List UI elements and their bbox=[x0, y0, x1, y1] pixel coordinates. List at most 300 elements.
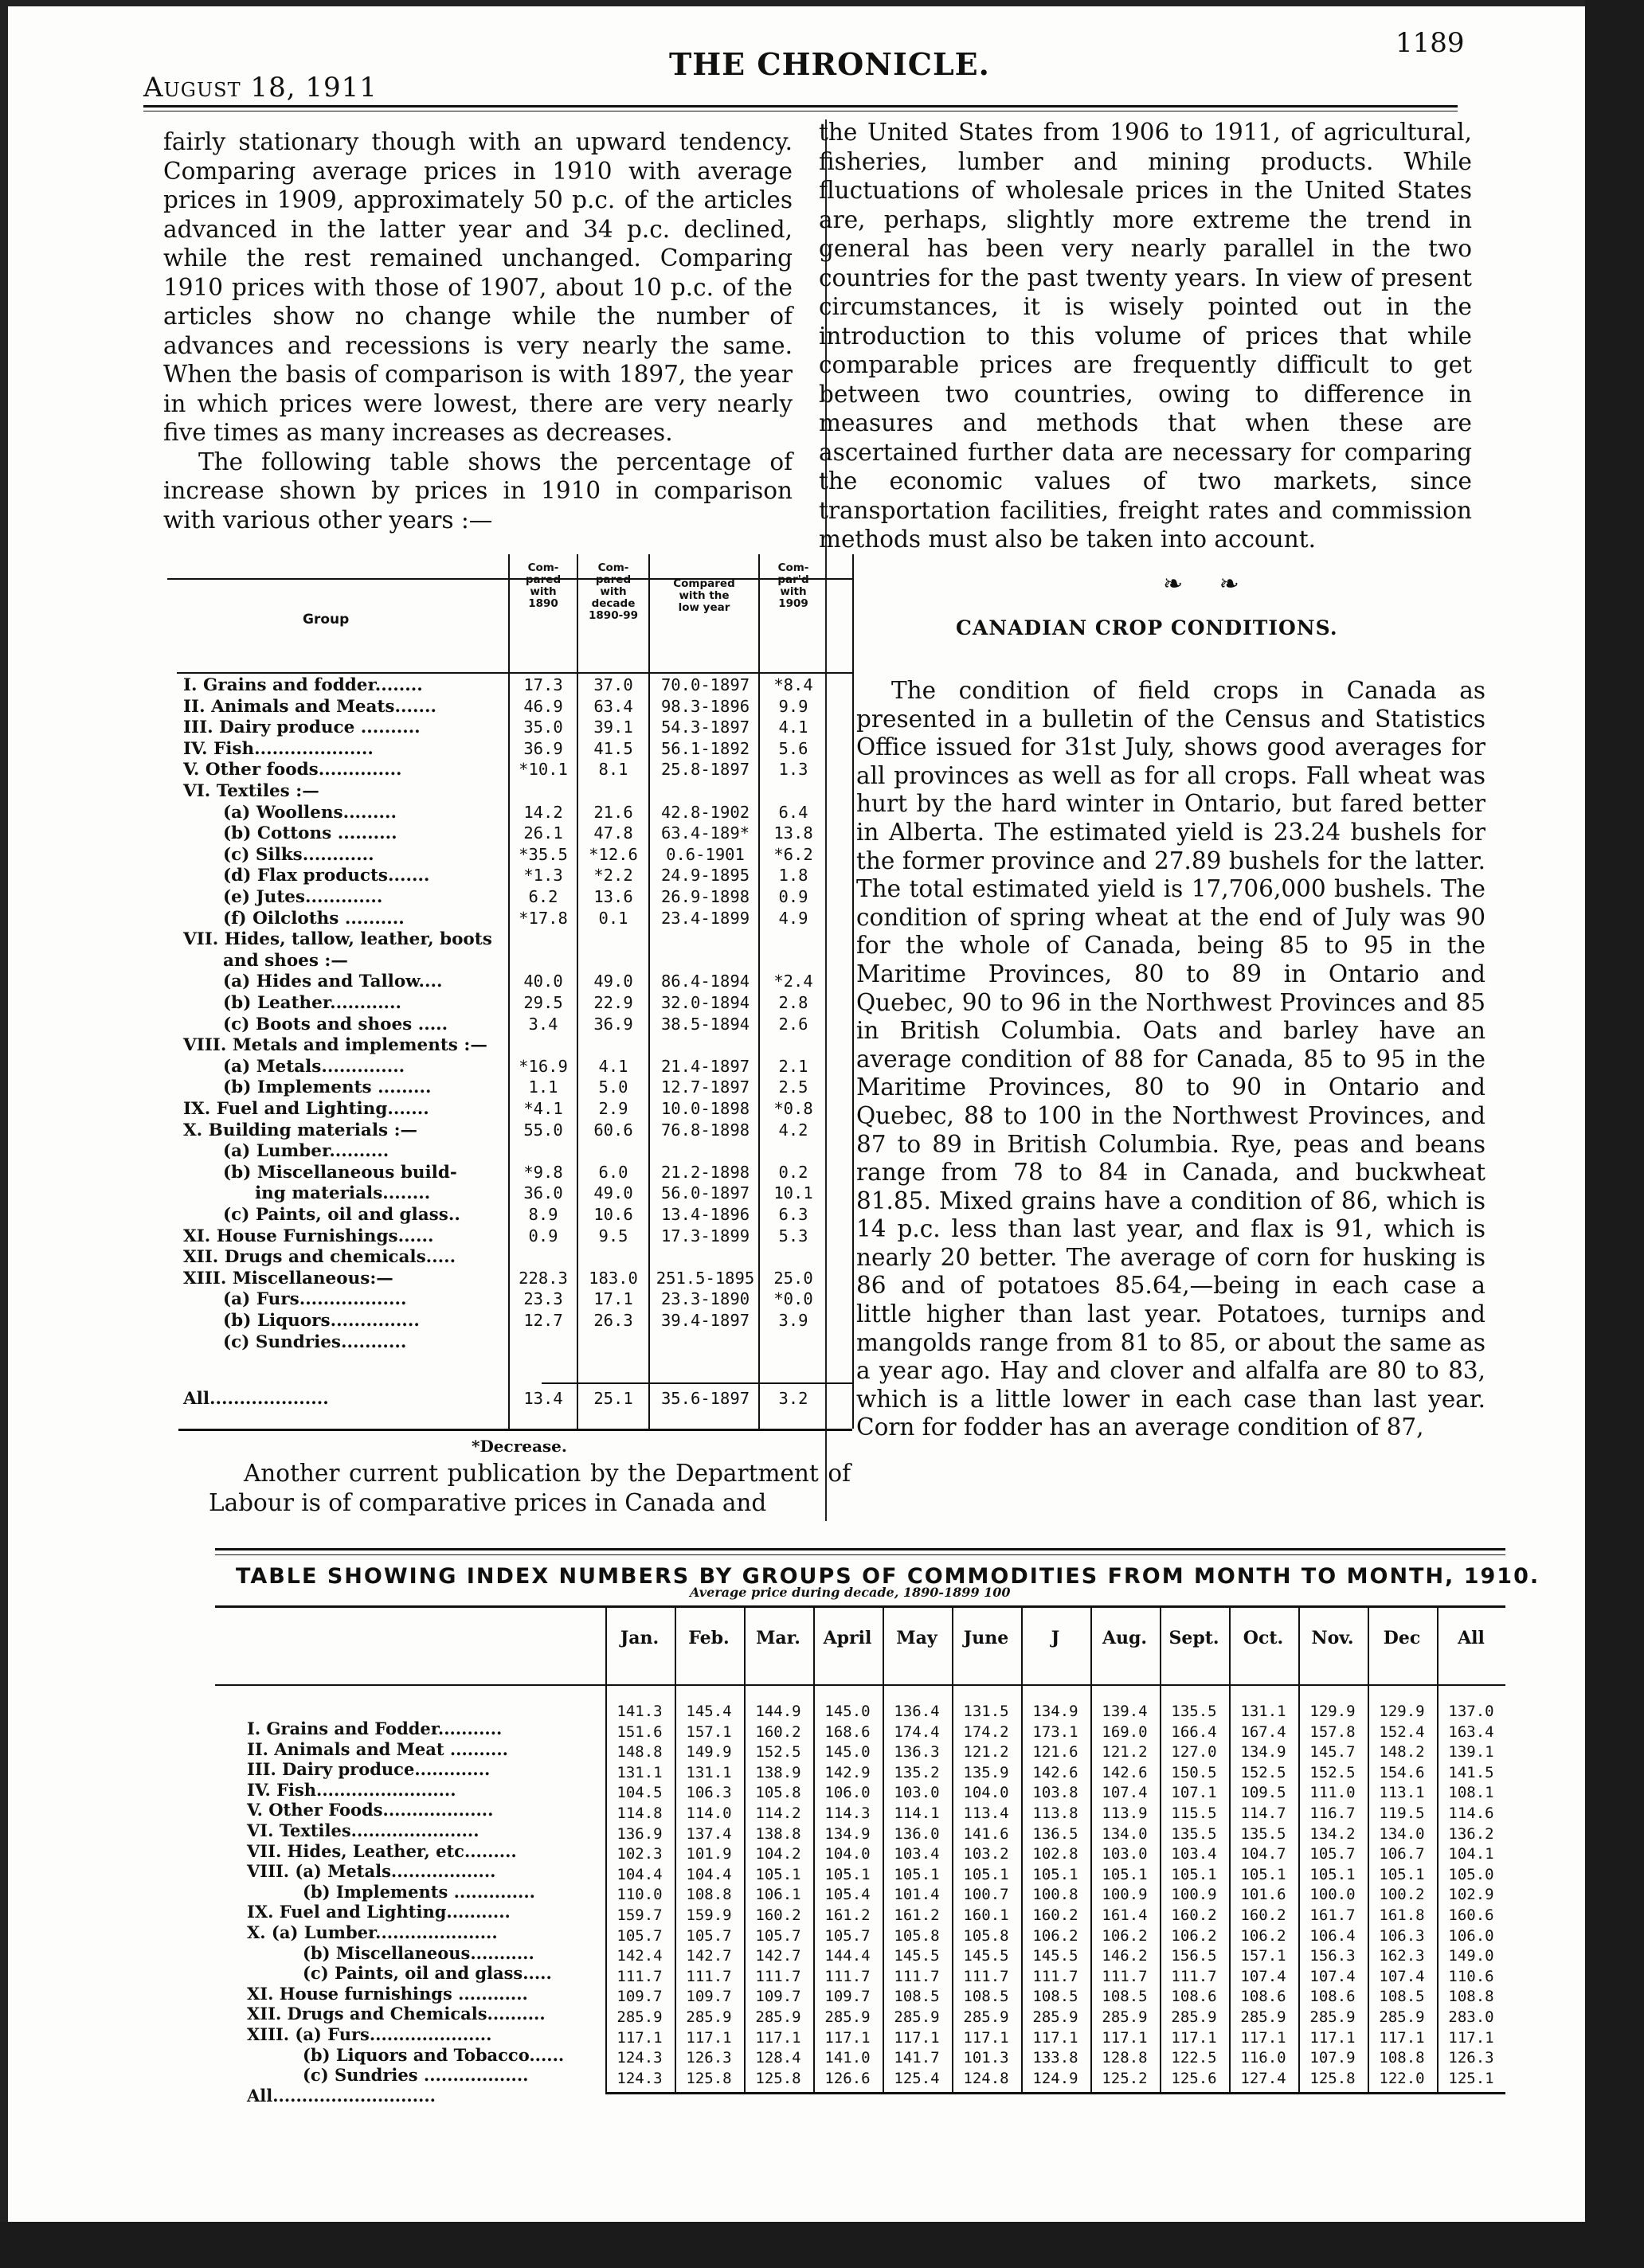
index-cell: 162.3 bbox=[1379, 1947, 1425, 1965]
index-cell: 285.9 bbox=[1240, 2008, 1286, 2026]
crop-conditions-article bbox=[856, 677, 1485, 1442]
cell-c2: 21.6 bbox=[593, 802, 633, 822]
index-cell: 149.9 bbox=[686, 1743, 732, 1762]
table-row bbox=[167, 803, 852, 823]
index-cell: 285.9 bbox=[1102, 2008, 1148, 2026]
paragraph-price-comparison: fairly stationary though with an upward tendency. Comparing average prices in 1910 with average prices in 1909, approximately 50 p.c. of the articles advanced in the latter year and 34 p.c. declined, while the rest remained unchanged. Comparing 1910 prices with those of 1907, about 10 p.c. of the articles show no change while the number of advances and recessions is very nearly the same. When the basis of comparison is with 1897, the year in which prices were lowest, there are very nearly five times as many increases as decreases. bbox=[163, 128, 793, 446]
cell-c4: 4.9 bbox=[778, 908, 808, 928]
index-cell: 113.1 bbox=[1379, 1784, 1425, 1802]
index-cell: 105.1 bbox=[1102, 1865, 1148, 1883]
table-row bbox=[167, 781, 852, 802]
index-cell: 134.0 bbox=[1102, 1824, 1148, 1843]
index-cell: 148.2 bbox=[1379, 1743, 1425, 1762]
cell-c2: 49.0 bbox=[593, 1183, 633, 1203]
cell-c3: 76.8-1898 bbox=[660, 1120, 750, 1140]
table-row bbox=[167, 909, 852, 929]
index-cell: 114.2 bbox=[755, 1805, 801, 1822]
table-title-rule-thin bbox=[215, 1554, 1505, 1555]
index-cell: 105.1 bbox=[1171, 1865, 1217, 1883]
index-cell: 137.0 bbox=[1448, 1703, 1494, 1720]
month-header: May bbox=[896, 1628, 937, 1648]
cell-c3: 42.8-1902 bbox=[660, 802, 750, 822]
cell-c1: *16.9 bbox=[519, 1056, 568, 1076]
scan-border-bottom bbox=[0, 2222, 1644, 2268]
row-label: I. Grains and fodder........ bbox=[183, 675, 423, 695]
cell-c3: 32.0-1894 bbox=[660, 993, 750, 1012]
header-rule bbox=[143, 105, 1458, 108]
month-header: Feb. bbox=[688, 1628, 730, 1648]
index-cell: 107.1 bbox=[1171, 1784, 1217, 1802]
index-cell: 125.8 bbox=[686, 2069, 732, 2087]
index-cell: 150.5 bbox=[1171, 1763, 1217, 1781]
cell-c2: 4.1 bbox=[598, 1056, 628, 1076]
table-values-row bbox=[215, 1866, 1505, 1883]
table-row bbox=[167, 1099, 852, 1120]
index-cell: 102.8 bbox=[1032, 1845, 1078, 1863]
index-cell: 103.8 bbox=[1032, 1784, 1078, 1802]
table-row bbox=[167, 718, 852, 738]
cell-c1: *4.1 bbox=[523, 1099, 563, 1118]
index-cell: 106.2 bbox=[1240, 1926, 1286, 1945]
index-cell: 160.6 bbox=[1448, 1906, 1494, 1924]
table-values-row bbox=[215, 1703, 1505, 1720]
index-cell: 106.3 bbox=[686, 1784, 732, 1802]
index-cell: 105.1 bbox=[1032, 1865, 1078, 1883]
index-cell: 285.9 bbox=[616, 2008, 663, 2026]
index-cell: 135.5 bbox=[1240, 1824, 1286, 1843]
table-rule bbox=[177, 672, 852, 674]
index-cell: 124.3 bbox=[616, 2049, 663, 2067]
cell-c2: 25.1 bbox=[593, 1389, 633, 1408]
index-cell: 101.4 bbox=[894, 1886, 940, 1904]
cell-c4: 4.1 bbox=[778, 718, 808, 737]
cell-c2: 183.0 bbox=[589, 1268, 638, 1288]
month-header: April bbox=[823, 1628, 872, 1648]
cell-c4: 1.8 bbox=[778, 866, 808, 886]
index-cell: 127.4 bbox=[1240, 2069, 1286, 2087]
cell-c2: 47.8 bbox=[593, 823, 633, 843]
index-cell: 161.8 bbox=[1379, 1906, 1425, 1924]
table-rule bbox=[215, 1684, 1505, 1686]
index-cell: 285.9 bbox=[755, 2008, 801, 2026]
index-cell: 285.9 bbox=[1171, 2008, 1217, 2026]
index-cell: 117.1 bbox=[616, 2028, 663, 2047]
table-column-line bbox=[1021, 1607, 1023, 2093]
cell-c2: 0.1 bbox=[598, 908, 628, 928]
index-numbers-table bbox=[215, 1601, 1505, 2158]
index-cell: 142.7 bbox=[755, 1947, 801, 1965]
section-ornament: ❧ ❧ bbox=[1163, 570, 1254, 598]
index-cell: 166.4 bbox=[1171, 1723, 1217, 1741]
cell-c1: 228.3 bbox=[519, 1268, 568, 1288]
header-line: with bbox=[530, 585, 557, 598]
table-row bbox=[167, 1269, 852, 1289]
row-label: (f) Oilcloths .......... bbox=[223, 908, 405, 929]
index-cell: 174.2 bbox=[963, 1723, 1009, 1741]
index-cell: 109.7 bbox=[686, 1988, 732, 2006]
month-header: All bbox=[1458, 1628, 1485, 1648]
index-cell: 104.1 bbox=[1448, 1845, 1494, 1863]
header-line: pared bbox=[525, 573, 562, 586]
index-cell: 117.1 bbox=[1102, 2028, 1148, 2047]
issue-date: August 18, 1911 bbox=[143, 72, 378, 104]
cell-c4: *0.0 bbox=[773, 1289, 813, 1309]
cell-c3: 70.0-1897 bbox=[660, 675, 750, 694]
row-label: VIII. (a) Metals.................. bbox=[247, 1861, 496, 1882]
table-row bbox=[167, 1332, 852, 1353]
table-values-row bbox=[215, 1906, 1505, 1924]
index-cell: 105.8 bbox=[755, 1784, 801, 1802]
index-cell: 100.2 bbox=[1379, 1886, 1425, 1904]
index-cell: 141.7 bbox=[894, 2049, 940, 2067]
month-header: Oct. bbox=[1243, 1628, 1284, 1648]
index-cell: 134.0 bbox=[1379, 1824, 1425, 1843]
group-column-header: Group bbox=[303, 612, 350, 628]
table-title-rule bbox=[215, 1548, 1505, 1550]
index-cell: 131.5 bbox=[963, 1703, 1009, 1720]
index-cell: 117.1 bbox=[1032, 2028, 1078, 2047]
cell-c4: 6.4 bbox=[778, 802, 808, 822]
row-label: XIII. (a) Furs..................... bbox=[247, 2024, 492, 2044]
index-cell: 124.8 bbox=[963, 2069, 1009, 2087]
header-line: with bbox=[600, 585, 627, 598]
table-values-row bbox=[215, 1927, 1505, 1945]
table-column-line bbox=[813, 1607, 815, 2093]
index-cell: 167.4 bbox=[1240, 1723, 1286, 1741]
index-table-title: TABLE SHOWING INDEX NUMBERS BY GROUPS OF COMMODITIES FROM MONTH TO MONTH, 1910. bbox=[236, 1564, 1540, 1589]
cell-c1: 14.2 bbox=[523, 802, 563, 822]
index-cell: 161.2 bbox=[894, 1906, 940, 1924]
index-cell: 105.7 bbox=[616, 1926, 663, 1945]
index-cell: 114.0 bbox=[686, 1805, 732, 1822]
cell-c2: 9.5 bbox=[598, 1226, 628, 1245]
index-cell: 121.6 bbox=[1032, 1743, 1078, 1762]
index-cell: 107.4 bbox=[1240, 1967, 1286, 1985]
index-cell: 111.7 bbox=[1102, 1967, 1148, 1985]
cell-c2: 2.9 bbox=[598, 1099, 628, 1118]
row-label: (b) Liquors and Tobacco...... bbox=[303, 2044, 565, 2065]
index-cell: 117.1 bbox=[1309, 2028, 1356, 2047]
cell-c3: 38.5-1894 bbox=[660, 1014, 750, 1034]
table-row bbox=[167, 823, 852, 844]
index-cell: 117.1 bbox=[963, 2028, 1009, 2047]
scan-border-right bbox=[1585, 0, 1644, 2268]
index-cell: 114.3 bbox=[824, 1805, 871, 1822]
index-cell: 111.7 bbox=[963, 1967, 1009, 1985]
index-cell: 285.9 bbox=[686, 2008, 732, 2026]
index-cell: 131.1 bbox=[686, 1763, 732, 1781]
table-column-line bbox=[605, 1607, 607, 2093]
cell-c1: 55.0 bbox=[523, 1120, 563, 1140]
index-cell: 107.9 bbox=[1309, 2049, 1356, 2067]
cell-c1: 23.3 bbox=[523, 1289, 563, 1309]
table-values-row bbox=[215, 2049, 1505, 2067]
month-header: Sept. bbox=[1168, 1628, 1219, 1648]
index-cell: 135.2 bbox=[894, 1763, 940, 1781]
index-cell: 285.9 bbox=[1032, 2008, 1078, 2026]
index-cell: 108.6 bbox=[1171, 1988, 1217, 2006]
paragraph-table-intro: The following table shows the percentage of increase shown by prices in 1910 in comparison with various other years :— bbox=[163, 448, 793, 534]
index-cell: 106.0 bbox=[824, 1784, 871, 1802]
table-values-row bbox=[215, 1968, 1505, 1985]
index-cell: 114.7 bbox=[1240, 1805, 1286, 1822]
index-cell: 125.8 bbox=[1309, 2069, 1356, 2087]
cell-c4: *6.2 bbox=[773, 844, 813, 864]
index-cell: 113.9 bbox=[1102, 1805, 1148, 1822]
index-cell: 142.4 bbox=[616, 1947, 663, 1965]
cell-c1: 40.0 bbox=[523, 972, 563, 991]
index-cell: 105.1 bbox=[963, 1865, 1009, 1883]
index-cell: 152.4 bbox=[1379, 1723, 1425, 1741]
row-label: (a) Metals.............. bbox=[223, 1056, 405, 1077]
table-column-line bbox=[675, 1607, 676, 2093]
index-cell: 103.0 bbox=[894, 1784, 940, 1802]
index-cell: 125.4 bbox=[894, 2069, 940, 2087]
cell-c1: *17.8 bbox=[519, 908, 568, 928]
row-label: and shoes :— bbox=[223, 950, 348, 971]
index-cell: 111.7 bbox=[1032, 1967, 1078, 1985]
row-label: (c) Paints, oil and glass..... bbox=[303, 1963, 552, 1984]
index-cell: 124.9 bbox=[1032, 2069, 1078, 2087]
index-cell: 104.4 bbox=[616, 1865, 663, 1883]
index-cell: 152.5 bbox=[755, 1743, 801, 1762]
table-column-line bbox=[883, 1607, 884, 2093]
index-cell: 159.9 bbox=[686, 1906, 732, 1924]
index-cell: 106.2 bbox=[1102, 1926, 1148, 1945]
row-label: X. Building materials :— bbox=[183, 1120, 418, 1140]
table-row bbox=[167, 1057, 852, 1077]
index-cell: 121.2 bbox=[963, 1743, 1009, 1762]
table-values-row bbox=[215, 1988, 1505, 2005]
cell-c2: *12.6 bbox=[589, 844, 638, 864]
index-cell: 105.1 bbox=[755, 1865, 801, 1883]
index-cell: 117.1 bbox=[755, 2028, 801, 2047]
index-cell: 136.0 bbox=[894, 1824, 940, 1843]
index-cell: 285.9 bbox=[894, 2008, 940, 2026]
table-row bbox=[167, 1035, 852, 1056]
index-cell: 141.6 bbox=[963, 1824, 1009, 1843]
index-cell: 146.2 bbox=[1102, 1947, 1148, 1965]
cell-c1: *9.8 bbox=[523, 1162, 563, 1182]
cell-c3: 17.3-1899 bbox=[660, 1226, 750, 1245]
table-row bbox=[167, 1226, 852, 1247]
index-cell: 108.6 bbox=[1240, 1988, 1286, 2006]
index-cell: 105.1 bbox=[1309, 1865, 1356, 1883]
index-cell: 107.4 bbox=[1102, 1784, 1148, 1802]
table-row bbox=[167, 845, 852, 866]
index-cell: 100.7 bbox=[963, 1886, 1009, 1904]
cell-c4: 10.1 bbox=[773, 1183, 813, 1203]
table-values-row bbox=[215, 1805, 1505, 1822]
left-column-text bbox=[163, 127, 793, 534]
table-values-row bbox=[215, 1784, 1505, 1801]
index-cell: 145.5 bbox=[894, 1947, 940, 1965]
cell-c4: 0.9 bbox=[778, 887, 808, 906]
index-cell: 108.6 bbox=[1309, 1988, 1356, 2006]
index-cell: 126.3 bbox=[1448, 2049, 1494, 2067]
index-cell: 106.1 bbox=[755, 1886, 801, 1904]
cell-c2: 36.9 bbox=[593, 1014, 633, 1034]
index-cell: 114.6 bbox=[1448, 1805, 1494, 1822]
cell-c4: 9.9 bbox=[778, 696, 808, 716]
cell-c2: 37.0 bbox=[593, 675, 633, 694]
index-cell: 161.4 bbox=[1102, 1906, 1148, 1924]
cell-c2: 17.1 bbox=[593, 1289, 633, 1309]
cell-c1: 26.1 bbox=[523, 823, 563, 843]
header-compared-1909 bbox=[761, 562, 825, 610]
table-values-row bbox=[215, 1886, 1505, 1903]
index-cell: 161.7 bbox=[1309, 1906, 1356, 1924]
index-cell: 117.1 bbox=[1240, 2028, 1286, 2047]
table-row bbox=[167, 887, 852, 908]
index-cell: 101.9 bbox=[686, 1845, 732, 1863]
cell-c4: 3.2 bbox=[778, 1389, 808, 1408]
index-cell: 100.8 bbox=[1032, 1886, 1078, 1904]
index-cell: 111.0 bbox=[1309, 1784, 1356, 1802]
index-cell: 126.3 bbox=[686, 2049, 732, 2067]
table-footnote: *Decrease. bbox=[472, 1437, 567, 1456]
index-cell: 105.7 bbox=[686, 1926, 732, 1945]
month-header: June bbox=[963, 1628, 1009, 1648]
table-row bbox=[167, 993, 852, 1014]
index-cell: 111.7 bbox=[755, 1967, 801, 1985]
row-label: III. Dairy produce............. bbox=[247, 1759, 491, 1780]
index-cell: 168.6 bbox=[824, 1723, 871, 1741]
index-cell: 105.8 bbox=[963, 1926, 1009, 1945]
table-row bbox=[167, 866, 852, 886]
index-cell: 173.1 bbox=[1032, 1723, 1078, 1741]
cell-c3: 26.9-1898 bbox=[660, 887, 750, 906]
header-line: Compared bbox=[673, 577, 735, 590]
cell-c2: 10.6 bbox=[593, 1205, 633, 1224]
index-cell: 125.8 bbox=[755, 2069, 801, 2087]
header-compared-decade bbox=[580, 562, 647, 622]
index-cell: 154.6 bbox=[1379, 1763, 1425, 1781]
cell-c4: 13.8 bbox=[773, 823, 813, 843]
index-cell: 160.1 bbox=[963, 1906, 1009, 1924]
index-cell: 144.4 bbox=[824, 1947, 871, 1965]
index-cell: 106.2 bbox=[1032, 1926, 1078, 1945]
row-label: V. Other Foods................... bbox=[247, 1800, 494, 1820]
index-cell: 107.4 bbox=[1379, 1967, 1425, 1985]
cell-c1: 8.9 bbox=[528, 1205, 558, 1224]
index-cell: 142.6 bbox=[1032, 1763, 1078, 1781]
index-cell: 117.1 bbox=[1379, 2028, 1425, 2047]
row-label: All.................... bbox=[183, 1389, 329, 1409]
row-label: IV. Fish........................ bbox=[247, 1779, 456, 1800]
index-cell: 136.4 bbox=[894, 1703, 940, 1720]
cell-c4: 1.3 bbox=[778, 760, 808, 780]
index-cell: 102.3 bbox=[616, 1845, 663, 1863]
index-table-subtitle: Average price during decade, 1890-1899 100 bbox=[690, 1585, 1011, 1600]
table-column-line bbox=[852, 554, 854, 1429]
index-cell: 152.5 bbox=[1240, 1763, 1286, 1781]
index-cell: 144.9 bbox=[755, 1703, 801, 1720]
index-cell: 128.8 bbox=[1102, 2049, 1148, 2067]
month-header: Mar. bbox=[756, 1628, 800, 1648]
paragraph-crop-conditions: The condition of field crops in Canada as presented in a bulletin of the Census and Statistics Office issued for 31st July, shows good averages for all provinces as well as for all crops. Fall wheat was hurt by the hard winter in Ontario, but fared better in Alberta. The estimated yield is 23.24 bushels for the former province and 27.89 bushels for the latter. The total estimated yield is 17,706,000 bushels. The condition of spring wheat at the end of July was 90 for the whole of Canada, being 85 to 95 in the Maritime Provinces, 80 to 89 in Ontario and Quebec, 90 to 96 in the Northwest Provinces and 85 in British Columbia. Oats and barley have an average condition of 88 for Canada, 85 to 95 in the Maritime Provinces, 80 to 90 in Ontario and Quebec, 88 to 100 in the Northwest Provinces, and 87 to 89 in British Columbia. Rye, peas and beans range from 78 to 84 in Canada, and buckwheat 81.85. Mixed grains have a condition of 86, which is 14 p.c. less than last year, and flax is 91, which is nearly 20 better. The average of corn for husking is 86 and of potatoes 85.64,—being in each case a little higher than last year. Potatoes, turnips and mangolds range from 81 to 85, or about the same as a year ago. Hay and clover and alfalfa are 80 to 83, which is a little lower in each case than last year. Corn for fodder has an average condition of 87, bbox=[856, 677, 1485, 1441]
table-row bbox=[167, 760, 852, 780]
row-label: ing materials........ bbox=[255, 1183, 431, 1204]
row-label: (c) Boots and shoes ..... bbox=[223, 1014, 448, 1034]
table-row bbox=[167, 1389, 852, 1410]
index-cell: 161.2 bbox=[824, 1906, 871, 1924]
cell-c2: 41.5 bbox=[593, 738, 633, 758]
row-label: (b) Leather............ bbox=[223, 993, 402, 1013]
index-cell: 104.7 bbox=[1240, 1845, 1286, 1863]
row-label: III. Dairy produce .......... bbox=[183, 718, 421, 738]
table-row bbox=[167, 1289, 852, 1310]
index-cell: 103.4 bbox=[1171, 1845, 1217, 1863]
month-header: Jan. bbox=[620, 1628, 660, 1648]
index-cell: 141.0 bbox=[824, 2049, 871, 2067]
row-label: VII. Hides, tallow, leather, boots bbox=[183, 929, 492, 950]
table-row bbox=[167, 951, 852, 972]
index-cell: 125.6 bbox=[1171, 2069, 1217, 2087]
index-cell: 285.9 bbox=[1309, 2008, 1356, 2026]
header-line: pared bbox=[595, 573, 632, 586]
index-cell: 116.7 bbox=[1309, 1805, 1356, 1822]
row-label: IV. Fish.................... bbox=[183, 738, 374, 759]
index-cell: 114.8 bbox=[616, 1805, 663, 1822]
cell-c4: 2.5 bbox=[778, 1077, 808, 1097]
row-label: II. Animals and Meats....... bbox=[183, 696, 436, 717]
index-cell: 108.5 bbox=[1379, 1988, 1425, 2006]
index-cell: 116.0 bbox=[1240, 2049, 1286, 2067]
cell-c4: *8.4 bbox=[773, 675, 813, 694]
index-cell: 108.5 bbox=[963, 1988, 1009, 2006]
index-cell: 122.5 bbox=[1171, 2049, 1217, 2067]
index-cell: 109.7 bbox=[616, 1988, 663, 2006]
cell-c4: 2.1 bbox=[778, 1056, 808, 1076]
cell-c1: 6.2 bbox=[528, 887, 558, 906]
row-label: (e) Jutes............. bbox=[223, 887, 383, 907]
table-values-row bbox=[215, 1845, 1505, 1863]
index-cell: 111.7 bbox=[616, 1967, 663, 1985]
cell-c2: 26.3 bbox=[593, 1311, 633, 1330]
header-line: par'd bbox=[777, 573, 809, 586]
index-cell: 285.9 bbox=[1379, 2008, 1425, 2026]
index-cell: 174.4 bbox=[894, 1723, 940, 1741]
table-column-line bbox=[952, 1607, 953, 2093]
index-cell: 142.9 bbox=[824, 1763, 871, 1781]
row-label: All............................ bbox=[247, 2085, 436, 2106]
right-column-text bbox=[819, 118, 1472, 554]
cell-c3: 13.4-1896 bbox=[660, 1205, 750, 1224]
index-cell: 104.4 bbox=[686, 1865, 732, 1883]
crop-conditions-heading: CANADIAN CROP CONDITIONS. bbox=[956, 616, 1338, 639]
index-cell: 105.1 bbox=[894, 1865, 940, 1883]
index-cell: 105.4 bbox=[824, 1886, 871, 1904]
index-cell: 128.4 bbox=[755, 2049, 801, 2067]
row-label: V. Other foods.............. bbox=[183, 760, 402, 780]
table-row bbox=[167, 1120, 852, 1141]
index-cell: 106.3 bbox=[1379, 1926, 1425, 1945]
cell-c4: 5.3 bbox=[778, 1226, 808, 1245]
header-line: with the bbox=[679, 589, 730, 602]
table-column-line bbox=[1090, 1607, 1092, 2093]
cell-c4: 4.2 bbox=[778, 1120, 808, 1140]
table-row bbox=[167, 675, 852, 696]
index-cell: 111.7 bbox=[824, 1967, 871, 1985]
index-cell: 108.8 bbox=[1448, 1988, 1494, 2006]
cell-c1: 1.1 bbox=[528, 1077, 558, 1097]
index-cell: 141.3 bbox=[616, 1703, 663, 1720]
index-cell: 160.2 bbox=[755, 1906, 801, 1924]
index-cell: 106.2 bbox=[1171, 1926, 1217, 1945]
table-values-row bbox=[215, 1723, 1505, 1741]
index-cell: 100.0 bbox=[1309, 1886, 1356, 1904]
